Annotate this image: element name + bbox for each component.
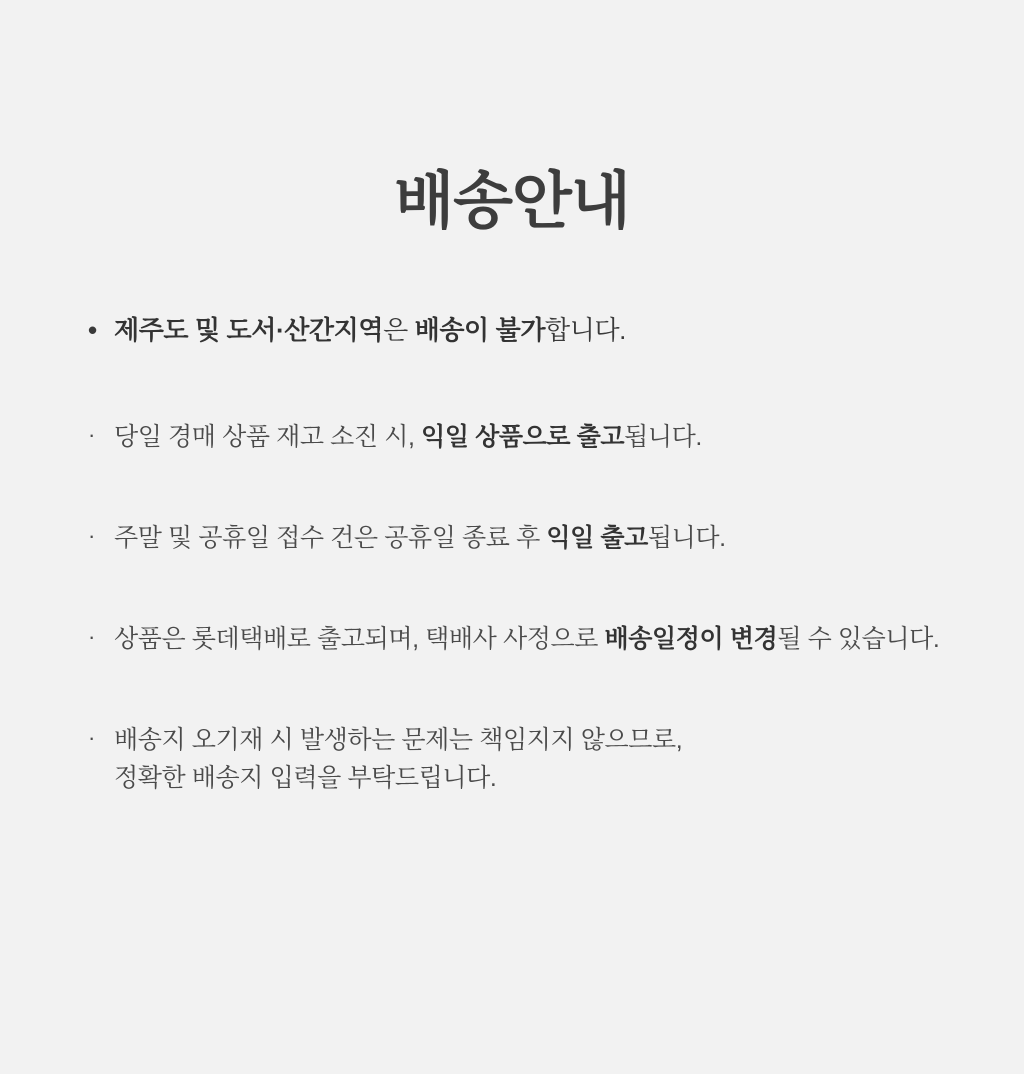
bullet-icon: · — [88, 623, 96, 649]
notice-text: 당일 경매 상품 재고 소진 시, 익일 상품으로 출고됩니다. — [114, 423, 702, 452]
notice-text: 상품은 롯데택배로 출고되며, 택배사 사정으로 배송일정이 변경될 수 있습니다. — [114, 624, 940, 653]
bullet-icon: · — [88, 724, 96, 750]
list-item — [0, 418, 1024, 457]
bullet-icon: · — [88, 523, 96, 549]
page-title: 배송안내 — [394, 167, 630, 236]
notice-text: 제주도 및 도서·산간지역은 배송이 불가합니다. — [114, 315, 627, 346]
list-item — [0, 620, 1024, 659]
notice-text: 배송지 오기재 시 발생하는 문제는 책임지지 않으므로, 정확한 배송지 입력을 부탁드립니다. — [114, 725, 683, 793]
bullet-icon: · — [88, 422, 96, 448]
notice-list — [0, 310, 1024, 798]
bullet-icon: • — [88, 315, 98, 346]
notice-text: 주말 및 공휴일 접수 건은 공휴일 종료 후 익일 출고됩니다. — [114, 524, 726, 553]
list-item — [0, 310, 1024, 350]
list-item — [0, 721, 1024, 799]
list-item — [0, 519, 1024, 558]
